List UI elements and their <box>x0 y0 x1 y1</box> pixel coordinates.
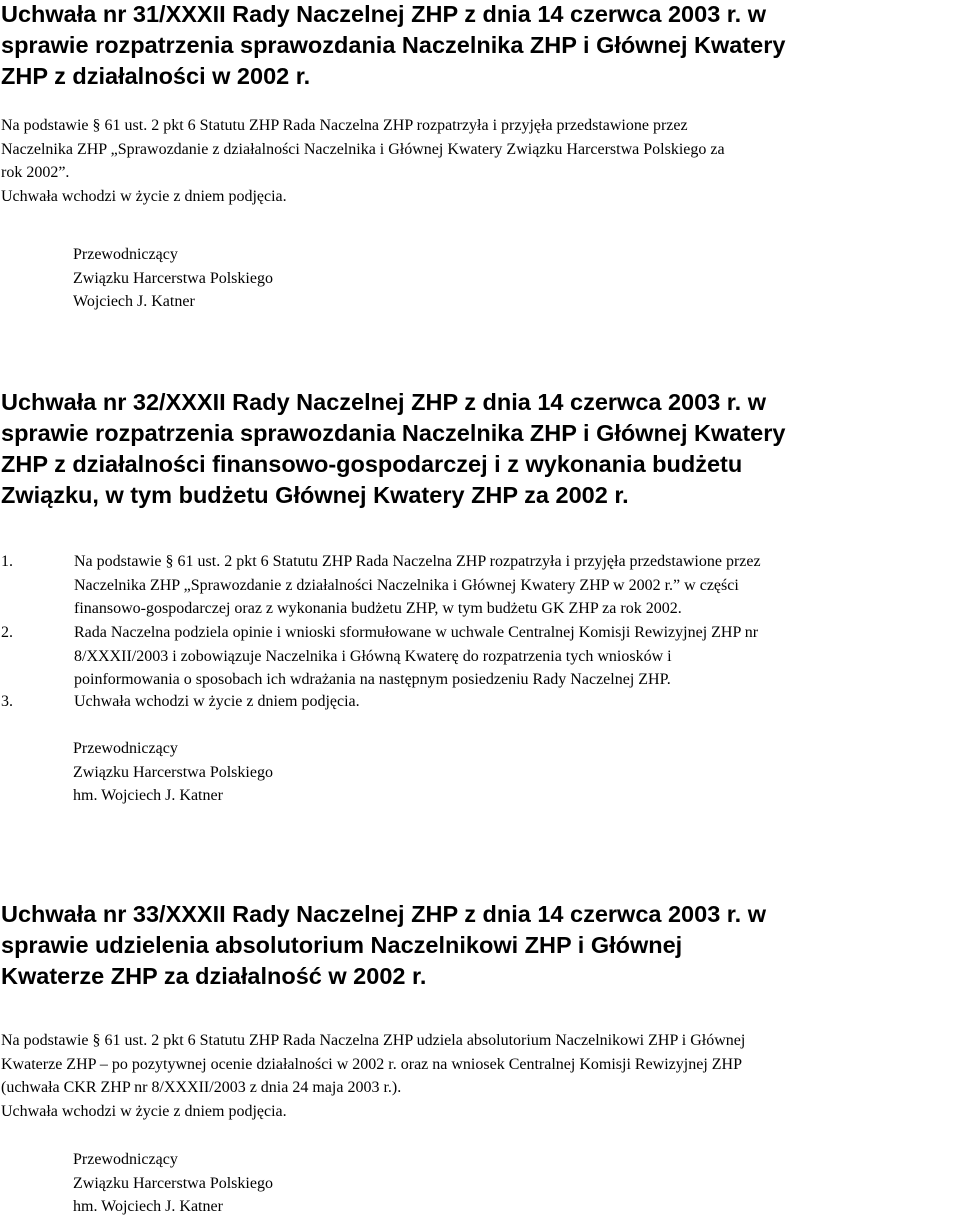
body-line: Naczelnika ZHP „Sprawozdanie z działalności Naczelnika i Głównej Kwatery Związku Harcerstwa Polskiego za <box>1 140 725 158</box>
heading-line: Uchwała nr 33/XXXII Rady Naczelnej ZHP z dnia 14 czerwca 2003 r. w <box>1 901 766 927</box>
body-line: Uchwała wchodzi w życie z dniem podjęcia. <box>1 1102 287 1120</box>
item-line: finansowo-gospodarczej oraz z wykonania budżetu ZHP, w tym budżetu GK ZHP za rok 2002. <box>74 600 682 617</box>
signature-name: hm. Wojciech J. Katner <box>73 787 223 804</box>
body-line: Na podstawie § 61 ust. 2 pkt 6 Statutu ZHP Rada Naczelna ZHP rozpatrzyła i przyjęła przedstawione przez <box>1 117 688 134</box>
resolution-31-signature <box>73 243 273 314</box>
item-line: 8/XXXII/2003 i zobowiązuje Naczelnika i Główną Kwaterę do rozpatrzenia tych wniosków i <box>74 647 672 665</box>
item-line: Naczelnika ZHP „Sprawozdanie z działalności Naczelnika i Głównej Kwatery ZHP w 2002 r.” w części <box>74 576 739 594</box>
signature-organization: Związku Harcerstwa Polskiego <box>73 269 273 287</box>
body-line: Na podstawie § 61 ust. 2 pkt 6 Statutu ZHP Rada Naczelna ZHP udziela absolutorium Naczelnikowi ZHP i Głównej <box>1 1032 746 1049</box>
item-number: 2. <box>1 624 13 641</box>
heading-line: ZHP z działalności w 2002 r. <box>1 63 311 89</box>
heading-line: ZHP z działalności finansowo-gospodarczej i z wykonania budżetu <box>1 451 743 477</box>
item-line: Uchwała wchodzi w życie z dniem podjęcia. <box>74 693 360 710</box>
heading-line: Kwaterze ZHP za działalność w 2002 r. <box>1 963 427 989</box>
resolution-33-signature <box>73 1148 273 1219</box>
signature-organization: Związku Harcerstwa Polskiego <box>73 763 273 781</box>
resolution-33-body <box>1 1029 959 1123</box>
body-line: rok 2002”. <box>1 164 70 181</box>
signature-title: Przewodniczący <box>73 246 178 263</box>
resolution-31-body <box>1 114 959 208</box>
signature-title: Przewodniczący <box>73 740 178 757</box>
signature-name: hm. Wojciech J. Katner <box>73 1198 223 1215</box>
item-line: Na podstawie § 61 ust. 2 pkt 6 Statutu ZHP Rada Naczelna ZHP rozpatrzyła i przyjęła przedstawione przez <box>74 553 761 570</box>
resolution-32-heading <box>1 388 956 510</box>
heading-line: sprawie rozpatrzenia sprawozdania Naczelnika ZHP i Głównej Kwatery <box>1 420 786 446</box>
signature-title: Przewodniczący <box>73 1151 178 1168</box>
signature-name: Wojciech J. Katner <box>73 293 195 310</box>
body-line: (uchwała CKR ZHP nr 8/XXXII/2003 z dnia 24 maja 2003 r.). <box>1 1079 402 1096</box>
item-number: 1. <box>1 553 13 570</box>
item-number: 3. <box>1 693 13 710</box>
heading-line: Związku, w tym budżetu Głównej Kwatery ZHP za 2002 r. <box>1 482 629 508</box>
resolution-33-heading <box>1 900 956 991</box>
resolution-32-item-2 <box>1 621 959 693</box>
resolution-32-signature <box>73 737 273 808</box>
heading-line: sprawie rozpatrzenia sprawozdania Naczelnika ZHP i Głównej Kwatery <box>1 32 786 58</box>
heading-line: Uchwała nr 32/XXXII Rady Naczelnej ZHP z dnia 14 czerwca 2003 r. w <box>1 389 766 415</box>
item-text <box>74 621 758 692</box>
resolution-31-heading <box>1 0 956 91</box>
heading-line: Uchwała nr 31/XXXII Rady Naczelnej ZHP z dnia 14 czerwca 2003 r. w <box>1 1 766 27</box>
signature-organization: Związku Harcerstwa Polskiego <box>73 1174 273 1192</box>
item-text <box>74 550 761 621</box>
resolution-32-item-3 <box>1 690 959 714</box>
body-line: Kwaterze ZHP – po pozytywnej ocenie działalności w 2002 r. oraz na wniosek Centralnej Komisji Rewizyjnej ZHP <box>1 1055 742 1073</box>
resolution-32-item-1 <box>1 550 959 622</box>
item-line: Rada Naczelna podziela opinie i wnioski sformułowane w uchwale Centralnej Komisji Rewizyjnej ZHP nr <box>74 624 759 641</box>
body-line: Uchwała wchodzi w życie z dniem podjęcia. <box>1 187 287 205</box>
heading-line: sprawie udzielenia absolutorium Naczelnikowi ZHP i Głównej <box>1 932 683 958</box>
item-line: poinformowania o sposobach ich wdrażania na następnym posiedzeniu Rady Naczelnej ZHP. <box>74 671 671 688</box>
item-text <box>74 690 360 714</box>
